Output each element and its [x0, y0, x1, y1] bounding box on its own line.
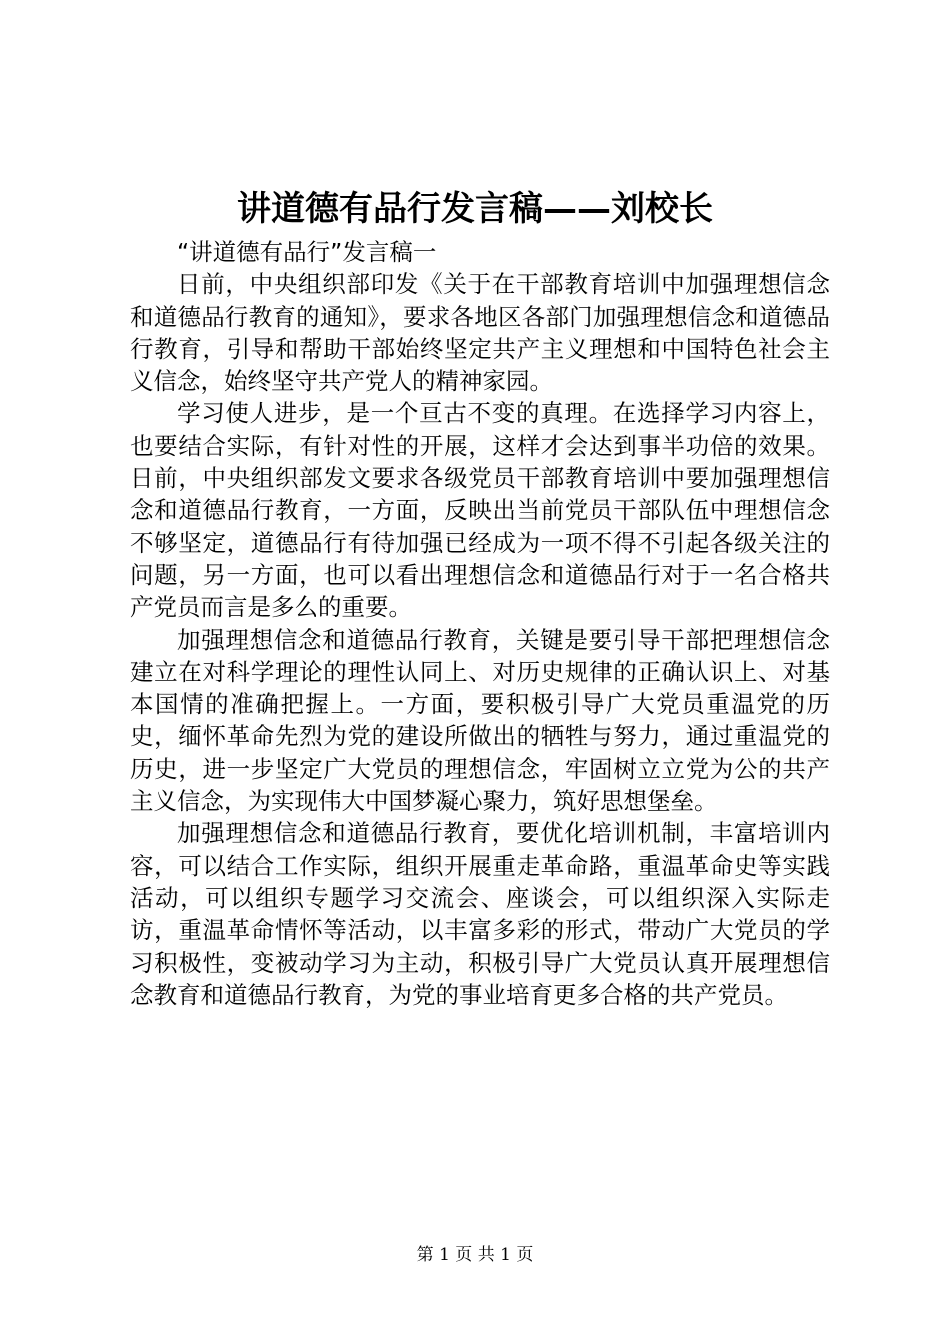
document-title: 讲道德有品行发言稿——刘校长: [237, 189, 713, 229]
document-body: [130, 236, 830, 1011]
page-footer: 第 1 页 共 1 页: [416, 1245, 534, 1265]
subtitle-paragraph: “讲道德有品行”发言稿一: [177, 238, 437, 266]
body-paragraph-4: 加强理想信念和道德品行教育，要优化培训机制，丰富培训内容，可以结合工作实际，组织开展重走革命路，重温革命史等实践活动，可以组织专题学习交流会、座谈会，可以组织深入实际走访，重温革命情怀等活动，以丰富多彩的形式，带动广大党员的学习积极性，变被动学习为主动，积极引导广大党员认真开展理想信念教育和道德品行教育，为党的事业培育更多合格的共产党员。: [130, 819, 830, 1009]
body-paragraph-3: 加强理想信念和道德品行教育，关键是要引导干部把理想信念建立在对科学理论的理性认同上、对历史规律的正确认识上、对基本国情的准确把握上。一方面，要积极引导广大党员重温党的历史，缅怀革命先烈为党的建设所做出的牺牲与努力，通过重温党的历史，进一步坚定广大党员的理想信念，牢固树立立党为公的共产主义信念，为实现伟大中国梦凝心聚力，筑好思想堡垒。: [130, 625, 830, 816]
body-paragraph-1: 日前，中央组织部印发《关于在干部教育培训中加强理想信念和道德品行教育的通知》，要求各地区各部门加强理想信念和道德品行教育，引导和帮助干部始终坚定共产主义理想和中国特色社会主义信念，始终坚守共产党人的精神家园。: [130, 270, 830, 396]
body-paragraph-2: 学习使人进步，是一个亘古不变的真理。在选择学习内容上，也要结合实际，有针对性的开展，这样才会达到事半功倍的效果。日前，中央组织部发文要求各级党员干部教育培训中要加强理想信念和道德品行教育，一方面，反映出当前党员干部队伍中理想信念不够坚定，道德品行有待加强已经成为一项不得不引起各级关注的问题，另一方面，也可以看出理想信念和道德品行对于一名合格共产党员而言是多么的重要。: [130, 399, 830, 622]
